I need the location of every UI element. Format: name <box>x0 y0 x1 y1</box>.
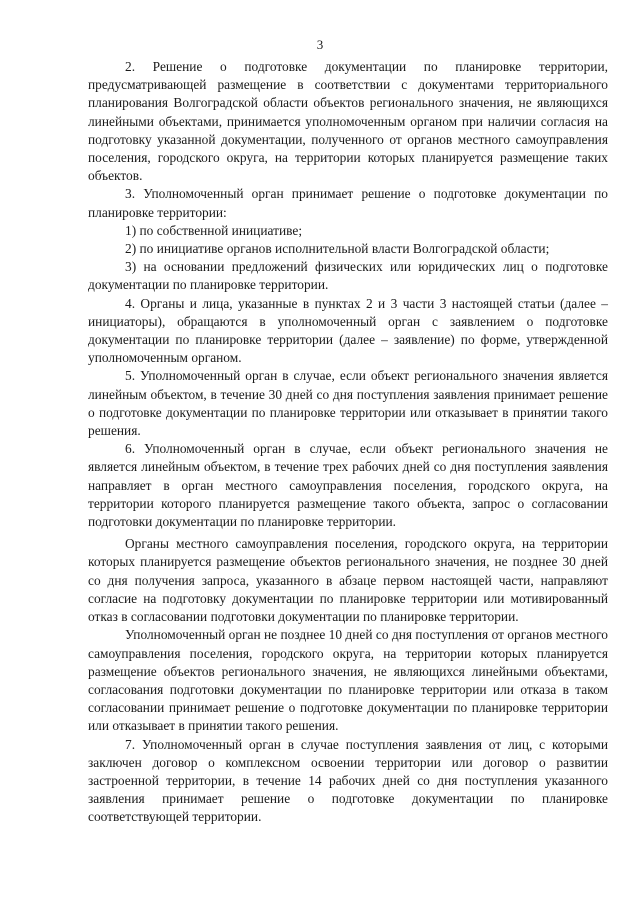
paragraph-part-2: 2. Решение о подготовке документации по планировке территории, предусматривающей размещение в соответствии с документами территориального планирования Волгоградской области объектов регионального значения, не являющихся линейными объектами, принимается уполномоченным органом при наличии согласия на подготовку указанной документации, полученного от органов местного самоуправления поселения, городского округа, на территории которых планируется размещение таких объектов. <box>88 59 608 184</box>
list-item-executive-authorities: 2) по инициативе органов исполнительной власти Волгоградской области; <box>125 241 550 257</box>
paragraph-part-3: 3. Уполномоченный орган принимает решение о подготовке документации по планировке территории: <box>88 186 608 220</box>
paragraph-part-7: 7. Уполномоченный орган в случае поступления заявления от лиц, с которыми заключен договор о комплексном освоении территории или договор о развитии застроенной территории, в течение 14 рабочих дней со дня поступления указанного заявления принимает решение о подготовке документации по планировке соответствующей территории. <box>88 736 608 825</box>
paragraph-part-6: 6. Уполномоченный орган в случае, если объект регионального значения не является линейным объектом, в течение трех рабочих дней со дня поступления заявления направляет в орган местного самоуправления поселения, городского округа, на территории которого планируется размещение такого объекта, запрос о согласовании подготовки документации по планировке территории. <box>88 441 608 530</box>
page-number: 3 <box>316 37 324 52</box>
paragraph-local-authorities: Органы местного самоуправления поселения, городского округа, на территории которых планируется размещение объектов регионального значения, не позднее 30 дней со дня получения запроса, указанного в абзаце первом настоящей части, направляют согласие на подготовку документации по планировке территории или мотивированный отказ в согласовании подготовки документации по планировке территории. <box>88 536 608 625</box>
paragraph-part-5: 5. Уполномоченный орган в случае, если объект регионального значения является линейным объектом, в течение 30 дней со дня поступления заявления принимает решение о подготовке документации по планировке территории или отказывает в принятии такого решения. <box>88 368 608 439</box>
list-item-own-initiative: 1) по собственной инициативе; <box>125 222 303 238</box>
paragraph-part-4: 4. Органы и лица, указанные в пунктах 2 и 3 части 3 настоящей статьи (далее – инициаторы), обращаются в уполномоченный орган с заявлением о подготовке документации по планировке территории (далее – заявление) по форме, утвержденной уполномоченным органом. <box>88 295 608 366</box>
list-item-proposals: 3) на основании предложений физических или юридических лиц о подготовке документации по планировке территории. <box>88 259 608 293</box>
document-body <box>88 58 608 827</box>
paragraph-authorized-body-decision: Уполномоченный орган не позднее 10 дней со дня поступления от органов местного самоуправления поселения, городского округа, на территории которых планируется размещение объектов регионального значения, не являющихся линейными объектами, согласования подготовки документации по планировке территории или отказа в таком согласовании принимает решение о подготовке документации по планировке территории или отказывает в принятии такого решения. <box>88 627 608 734</box>
